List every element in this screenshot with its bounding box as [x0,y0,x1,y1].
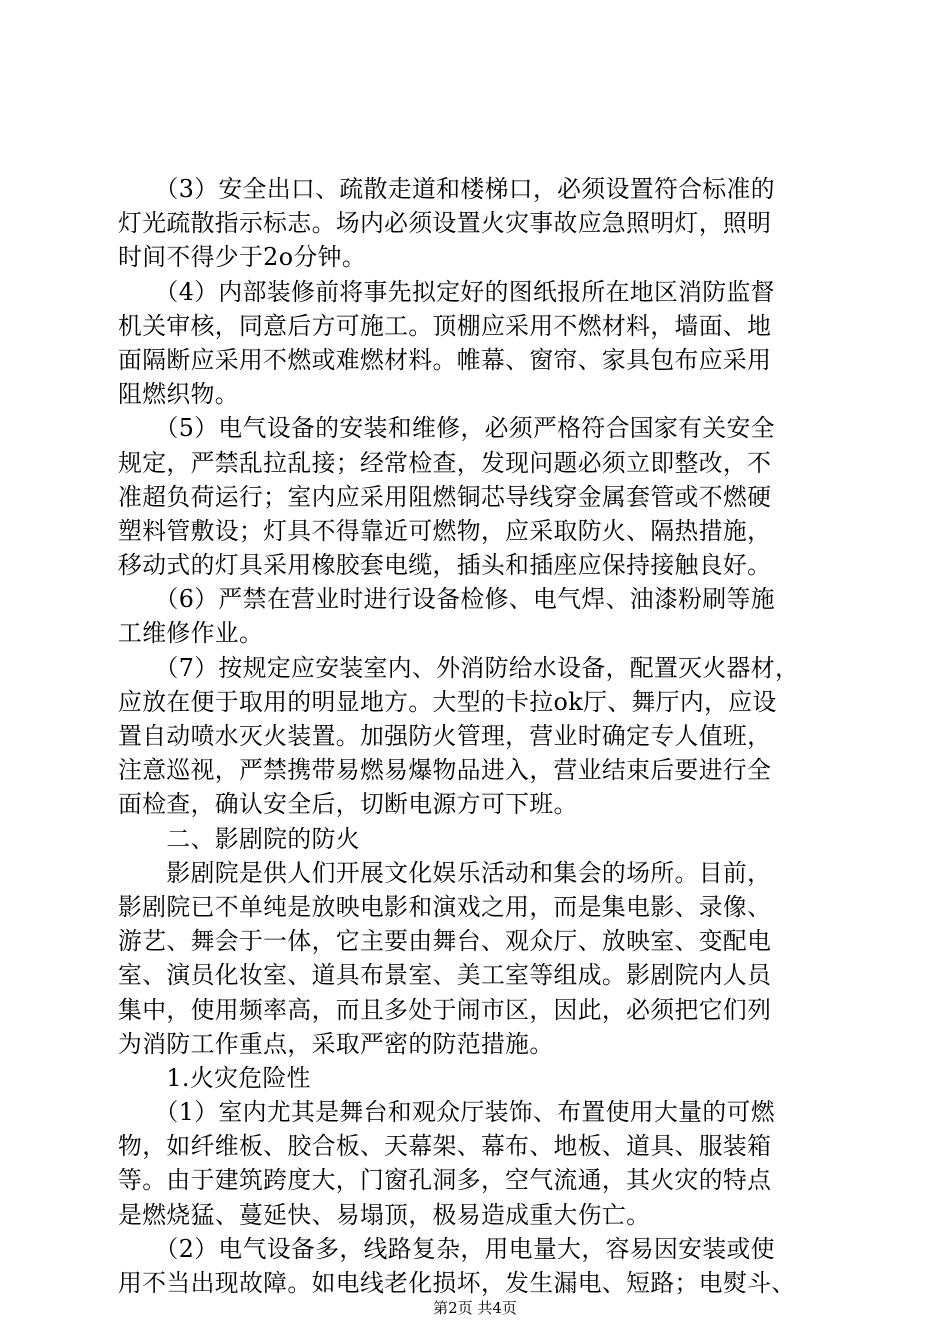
text-line: 阻燃织物。 [118,380,239,409]
body-text [118,172,834,1300]
text-line: 移动式的灯具采用橡胶套电缆，插头和插座应保持接触良好。 [118,551,772,580]
text-line: 置自动喷水灭火装置。加强防火管理，营业时确定专人值班， [118,722,772,750]
text-line: 灯光疏散指示标志。场内必须设置火灾事故应急照明灯，照明 [118,209,772,238]
text-line: 机关审核，同意后方可施工。顶棚应采用不燃材料，墙面、地 [118,311,772,340]
text-line: （3）安全出口、疏散走道和楼梯口，必须设置符合标准的 [118,175,775,203]
text-line: 面隔断应采用不燃或难燃材料。帷幕、窗帘、家具包布应采用 [118,345,772,374]
text-line: 面检查，确认安全后，切断电源方可下班。 [118,790,578,819]
text-line: 为消防工作重点，采取严密的防范措施。 [118,1029,554,1058]
text-line: （5）电气设备的安装和维修，必须严格符合国家有关安全 [118,414,775,443]
text-line: 影剧院已不单纯是放映电影和演戏之用，而是集电影、录像、 [118,892,772,921]
section-heading: 二、影剧院的防火 [118,824,360,853]
text-line: 用不当出现故障。如电线老化损坏，发生漏电、短路；电熨斗、 [118,1269,796,1297]
text-line: 工维修作业。 [118,619,264,648]
text-line: 时间不得少于2o分钟。 [118,243,367,272]
text-line: 影剧院是供人们开展文化娱乐活动和集会的场所。目前， [118,858,772,887]
text-line: （6）严禁在营业时进行设备检修、电气焊、油漆粉刷等施 [118,585,775,614]
text-line: （7）按规定应安装室内、外消防给水设备，配置灭火器材， [118,653,800,682]
page-number: 第2页 共4页 [433,1299,517,1317]
text-line: 等。由于建筑跨度大，门窗孔洞多，空气流通，其火灾的特点 [118,1166,772,1195]
text-line: 规定，严禁乱拉乱接；经常检查，发现问题必须立即整改，不 [118,448,772,477]
text-line: 室、演员化妆室、道具布景室、美工室等组成。影剧院内人员 [118,961,772,990]
text-line: （1）室内尤其是舞台和观众厅装饰、布置使用大量的可燃 [118,1098,775,1127]
text-line: 物，如纤维板、胶合板、天幕架、幕布、地板、道具、服装箱 [118,1132,772,1161]
text-line: （2）电气设备多，线路复杂，用电量大，容易因安装或使 [118,1234,775,1263]
text-line: 注意巡视，严禁携带易燃易爆物品进入，营业结束后要进行全 [118,756,772,785]
subsection-heading: 1.火灾危险性 [118,1063,311,1092]
text-line: 是燃烧猛、蔓延快、易塌顶，极易造成重大伤亡。 [118,1200,651,1229]
text-line: 塑料管敷设；灯具不得靠近可燃物，应采取防火、隔热措施， [118,516,772,545]
text-line: 准超负荷运行；室内应采用阻燃铜芯导线穿金属套管或不燃硬 [118,482,772,511]
text-line: （4）内部装修前将事先拟定好的图纸报所在地区消防监督 [118,277,775,306]
text-line: 应放在便于取用的明显地方。大型的卡拉ok厅、舞厅内，应设 [118,687,777,716]
text-line: 集中，使用频率高，而且多处于闹市区，因此，必须把它们列 [118,995,772,1024]
text-line: 游艺、舞会于一体，它主要由舞台、观众厅、放映室、变配电 [118,927,772,956]
